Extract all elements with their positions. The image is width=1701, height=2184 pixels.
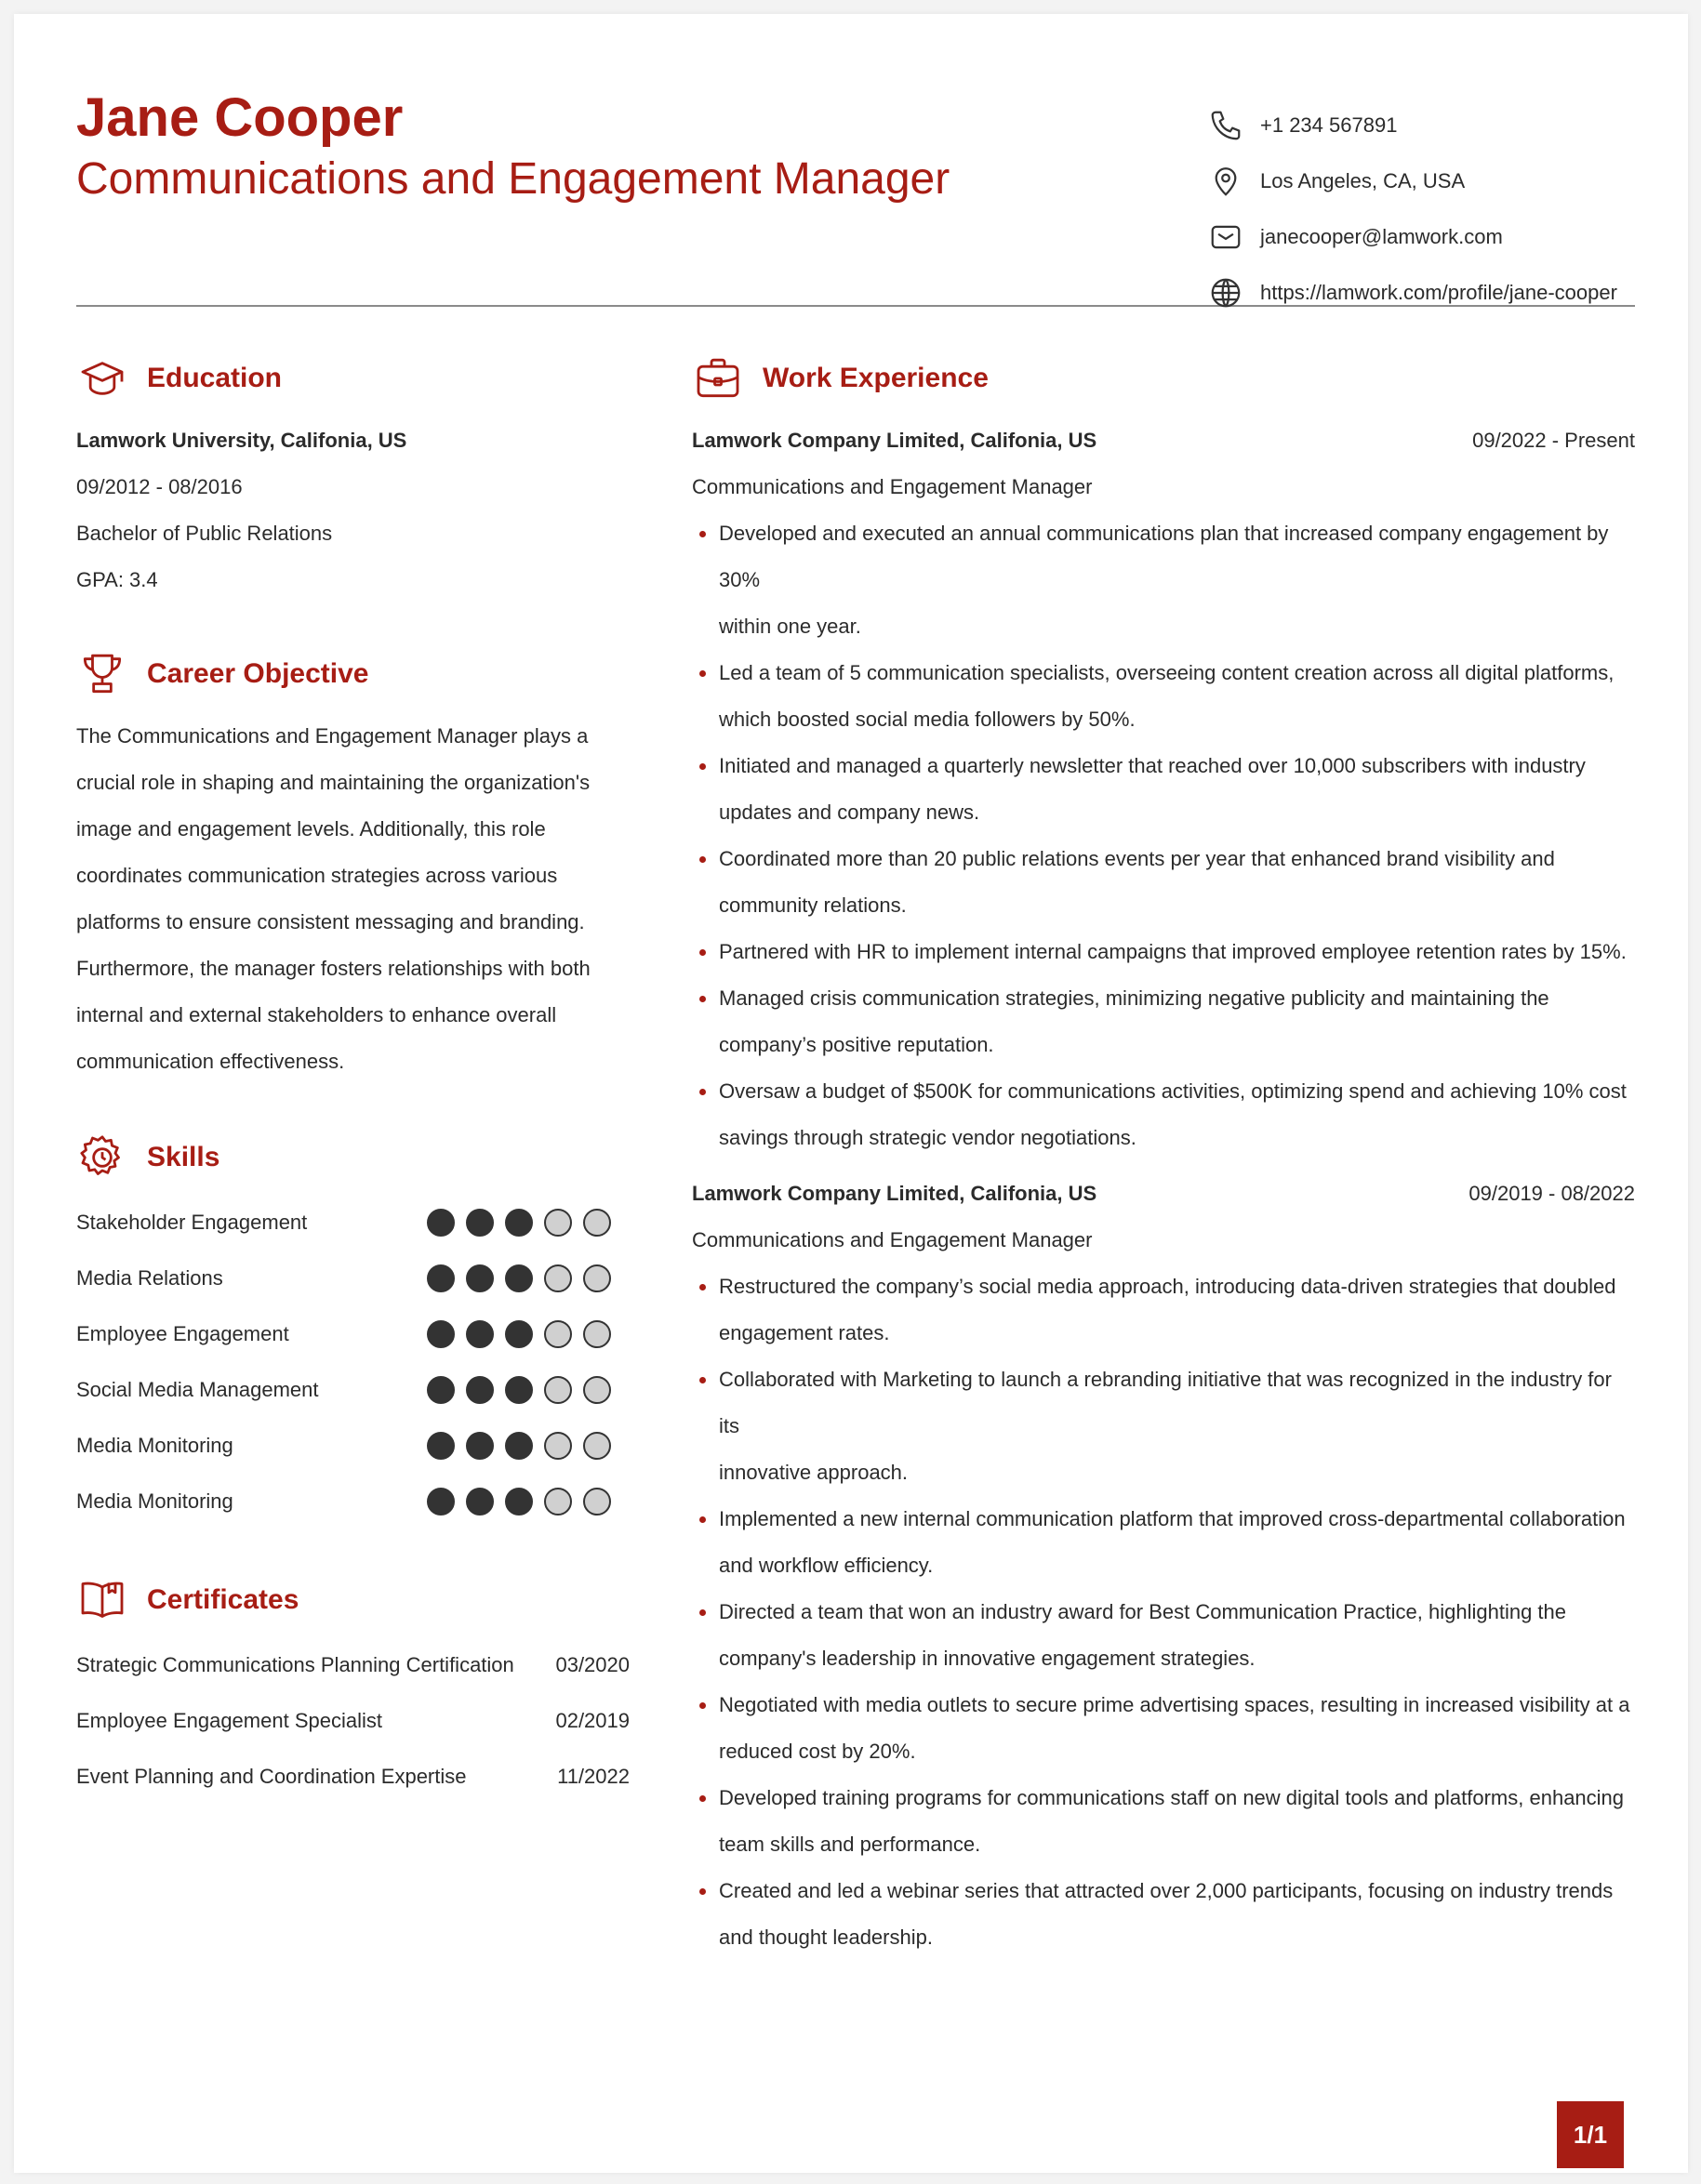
education-degree: Bachelor of Public Relations bbox=[76, 522, 333, 545]
contact-list bbox=[1208, 98, 1617, 321]
objective-line: internal and external stakeholders to enhance overall bbox=[76, 1003, 557, 1026]
skill-name: Employee Engagement bbox=[76, 1322, 289, 1345]
job-company: Lamwork Company Limited, Califonia, US bbox=[692, 1182, 1097, 1205]
trophy-icon bbox=[76, 648, 128, 700]
certificate-date: 03/2020 bbox=[555, 1653, 630, 1676]
job-bullets bbox=[692, 1264, 1635, 1961]
contact-phone bbox=[1208, 98, 1617, 153]
contact-website-text[interactable]: https://lamwork.com/profile/jane-cooper bbox=[1260, 281, 1617, 304]
rating-dot-empty bbox=[583, 1488, 611, 1516]
rating-dot-filled bbox=[427, 1209, 455, 1237]
job-entry bbox=[692, 1171, 1635, 1961]
rating-dot-filled bbox=[505, 1264, 533, 1292]
skills-heading-text: Skills bbox=[147, 1142, 220, 1172]
education-dates: 09/2012 - 08/2016 bbox=[76, 475, 243, 498]
job-bullet: Coordinated more than 20 public relations events per year that enhanced brand visibility and community relations. bbox=[692, 836, 1635, 929]
rating-dot-filled bbox=[427, 1320, 455, 1348]
contact-location bbox=[1208, 153, 1617, 209]
rating-dot-filled bbox=[427, 1432, 455, 1460]
candidate-name: Jane Cooper bbox=[76, 87, 404, 148]
rating-dot-filled bbox=[505, 1209, 533, 1237]
rating-dot-filled bbox=[427, 1376, 455, 1404]
education-gpa: GPA: 3.4 bbox=[76, 568, 158, 591]
job-dates: 09/2022 - Present bbox=[1472, 429, 1635, 452]
job-bullet: Directed a team that won an industry award for Best Communication Practice, highlighting the company's leadership in innovative engagement strategies. bbox=[692, 1589, 1635, 1682]
rating-dot-empty bbox=[544, 1488, 572, 1516]
rating-dot-empty bbox=[583, 1432, 611, 1460]
rating-dot-filled bbox=[505, 1320, 533, 1348]
skill-row bbox=[76, 1306, 630, 1362]
candidate-title: Communications and Engagement Manager bbox=[76, 154, 950, 204]
rating-dot-filled bbox=[505, 1488, 533, 1516]
certificate-name: Event Planning and Coordination Expertise bbox=[76, 1765, 467, 1788]
skill-name: Stakeholder Engagement bbox=[76, 1211, 308, 1234]
job-bullet: Oversaw a budget of $500K for communications activities, optimizing spend and achieving 10% cost savings through strategic vendor negotiations. bbox=[692, 1068, 1635, 1161]
contact-location-text: Los Angeles, CA, USA bbox=[1260, 169, 1466, 192]
skill-row bbox=[76, 1251, 630, 1306]
objective-line: coordinates communication strategies across various bbox=[76, 864, 558, 887]
job-bullet: Initiated and managed a quarterly newsletter that reached over 10,000 subscribers with industry updates and company news. bbox=[692, 743, 1635, 836]
resume-page bbox=[14, 14, 1688, 2173]
job-dates: 09/2019 - 08/2022 bbox=[1468, 1182, 1635, 1205]
job-bullet: Managed crisis communication strategies, minimizing negative publicity and maintaining the company’s positive reputation. bbox=[692, 975, 1635, 1068]
rating-dot-filled bbox=[466, 1320, 494, 1348]
job-bullet: Collaborated with Marketing to launch a rebranding initiative that was recognized in the industry for its innovative approach. bbox=[692, 1357, 1635, 1496]
mail-icon bbox=[1208, 219, 1243, 255]
phone-icon bbox=[1208, 108, 1243, 143]
certificates-heading-text: Certificates bbox=[147, 1584, 299, 1615]
certificate-date: 02/2019 bbox=[555, 1709, 630, 1732]
right-column bbox=[692, 349, 1635, 1961]
briefcase-icon bbox=[692, 352, 744, 404]
graduation-cap-icon bbox=[76, 352, 128, 404]
certificates-heading bbox=[76, 1570, 630, 1630]
rating-dot-empty bbox=[544, 1209, 572, 1237]
contact-phone-text: +1 234 567891 bbox=[1260, 113, 1398, 137]
open-book-icon bbox=[76, 1574, 128, 1626]
rating-dot-empty bbox=[544, 1432, 572, 1460]
job-bullet: Led a team of 5 communication specialists, overseeing content creation across all digital platforms, which boosted social media followers by 50%. bbox=[692, 650, 1635, 743]
skill-rating bbox=[427, 1264, 611, 1292]
rating-dot-empty bbox=[544, 1264, 572, 1292]
left-column bbox=[76, 349, 630, 1805]
rating-dot-empty bbox=[544, 1320, 572, 1348]
rating-dot-filled bbox=[466, 1264, 494, 1292]
location-pin-icon bbox=[1208, 164, 1243, 199]
skill-rating bbox=[427, 1376, 611, 1404]
resume-header bbox=[76, 79, 1635, 307]
contact-email bbox=[1208, 209, 1617, 265]
education-heading-text: Education bbox=[147, 363, 283, 393]
rating-dot-empty bbox=[583, 1320, 611, 1348]
contact-email-text[interactable]: janecooper@lamwork.com bbox=[1260, 225, 1503, 248]
objective-line: crucial role in shaping and maintaining the organization's bbox=[76, 771, 591, 794]
skill-row bbox=[76, 1362, 630, 1418]
rating-dot-filled bbox=[466, 1432, 494, 1460]
job-header bbox=[692, 417, 1635, 464]
certificate-row bbox=[76, 1637, 630, 1693]
rating-dot-filled bbox=[505, 1432, 533, 1460]
work-heading bbox=[692, 349, 1635, 408]
objective-heading-text: Career Objective bbox=[147, 658, 369, 689]
certificate-row bbox=[76, 1693, 630, 1749]
skill-rating bbox=[427, 1320, 611, 1348]
rating-dot-empty bbox=[544, 1376, 572, 1404]
job-bullet: Developed training programs for communications staff on new digital tools and platforms, enhancing team skills and performance. bbox=[692, 1775, 1635, 1868]
skill-rating bbox=[427, 1488, 611, 1516]
skill-rating bbox=[427, 1209, 611, 1237]
certificates-list bbox=[76, 1637, 630, 1805]
job-bullet: Negotiated with media outlets to secure prime advertising spaces, resulting in increased visibility at a reduced cost by 20%. bbox=[692, 1682, 1635, 1775]
job-header bbox=[692, 1171, 1635, 1217]
globe-icon bbox=[1208, 275, 1243, 311]
job-bullet: Partnered with HR to implement internal campaigns that improved employee retention rates by 15%. bbox=[692, 929, 1635, 975]
rating-dot-filled bbox=[427, 1264, 455, 1292]
page-indicator: 1/1 bbox=[1557, 2101, 1624, 2168]
objective-line: Furthermore, the manager fosters relationships with both bbox=[76, 957, 591, 980]
skill-row bbox=[76, 1418, 630, 1474]
job-entry bbox=[692, 417, 1635, 1161]
rating-dot-filled bbox=[505, 1376, 533, 1404]
skill-name: Media Monitoring bbox=[76, 1434, 233, 1457]
gear-clock-icon bbox=[76, 1132, 128, 1184]
work-heading-text: Work Experience bbox=[763, 363, 989, 393]
rating-dot-filled bbox=[466, 1376, 494, 1404]
rating-dot-empty bbox=[583, 1264, 611, 1292]
objective-line: communication effectiveness. bbox=[76, 1050, 345, 1073]
job-bullets bbox=[692, 510, 1635, 1161]
rating-dot-filled bbox=[427, 1488, 455, 1516]
job-role: Communications and Engagement Manager bbox=[692, 475, 1093, 498]
skill-rating bbox=[427, 1432, 611, 1460]
skill-name: Media Relations bbox=[76, 1266, 223, 1290]
job-bullet: Created and led a webinar series that attracted over 2,000 participants, focusing on industry trends and thought leadership. bbox=[692, 1868, 1635, 1961]
education-heading bbox=[76, 349, 630, 408]
objective-line: The Communications and Engagement Manager plays a bbox=[76, 724, 589, 748]
objective-heading bbox=[76, 644, 630, 704]
rating-dot-filled bbox=[466, 1209, 494, 1237]
certificate-date: 11/2022 bbox=[557, 1765, 630, 1788]
certificate-name: Employee Engagement Specialist bbox=[76, 1709, 382, 1732]
job-bullet: Developed and executed an annual communications plan that increased company engagement by 30% within one year. bbox=[692, 510, 1635, 650]
certificate-row bbox=[76, 1749, 630, 1805]
skills-list bbox=[76, 1195, 630, 1529]
skill-name: Media Monitoring bbox=[76, 1489, 233, 1513]
certificate-name: Strategic Communications Planning Certification bbox=[76, 1653, 514, 1676]
skills-heading bbox=[76, 1128, 630, 1187]
objective-paragraph bbox=[76, 713, 630, 1085]
job-bullet: Restructured the company’s social media approach, introducing data-driven strategies that doubled engagement rates. bbox=[692, 1264, 1635, 1357]
rating-dot-empty bbox=[583, 1209, 611, 1237]
rating-dot-filled bbox=[466, 1488, 494, 1516]
job-role: Communications and Engagement Manager bbox=[692, 1228, 1093, 1251]
skill-name: Social Media Management bbox=[76, 1378, 319, 1401]
skill-row bbox=[76, 1195, 630, 1251]
skill-row bbox=[76, 1474, 630, 1529]
education-school: Lamwork University, Califonia, US bbox=[76, 429, 407, 452]
contact-website bbox=[1208, 265, 1617, 321]
objective-line: image and engagement levels. Additionally, this role bbox=[76, 817, 546, 841]
job-bullet: Implemented a new internal communication platform that improved cross-departmental collaboration and workflow efficiency. bbox=[692, 1496, 1635, 1589]
rating-dot-empty bbox=[583, 1376, 611, 1404]
job-company: Lamwork Company Limited, Califonia, US bbox=[692, 429, 1097, 452]
objective-line: platforms to ensure consistent messaging and branding. bbox=[76, 910, 585, 933]
